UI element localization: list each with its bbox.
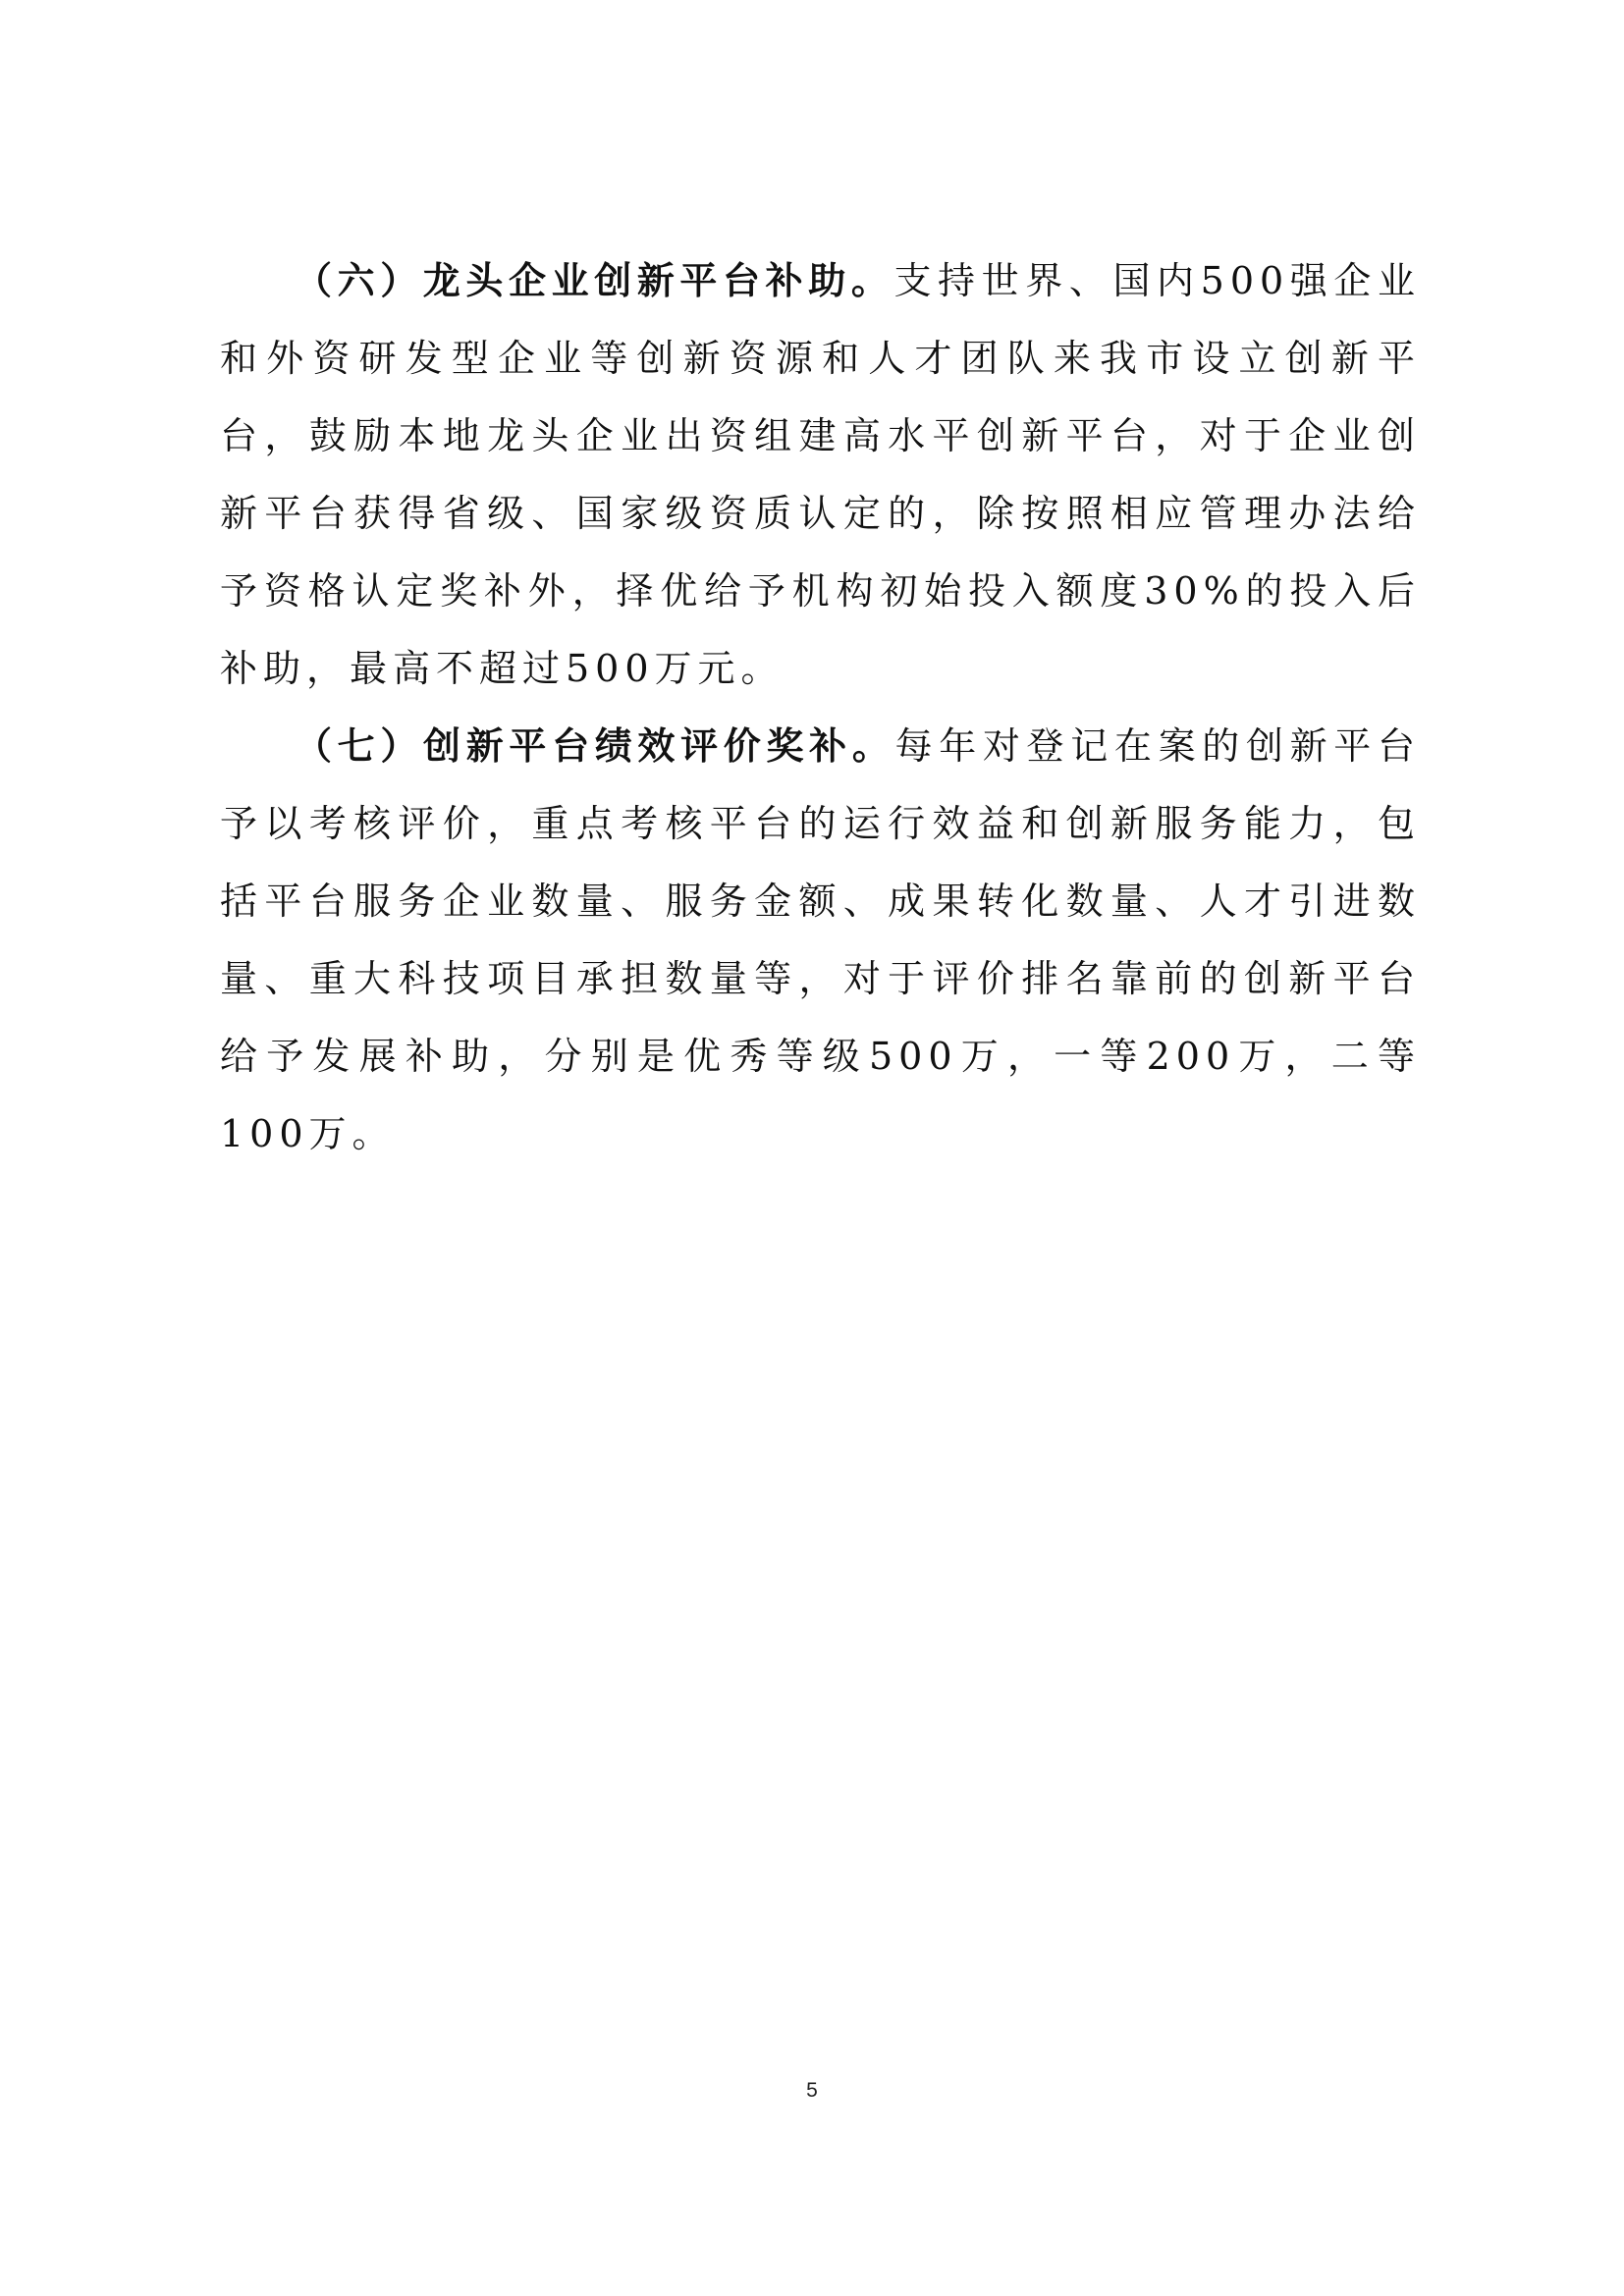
paragraph-platform-subsidy	[220, 242, 1421, 708]
page-number: 5	[806, 2079, 818, 2102]
paragraph-heading: （七）创新平台绩效评价奖补。	[295, 724, 895, 768]
document-body	[220, 242, 1421, 1173]
paragraph-performance-reward	[220, 708, 1421, 1173]
paragraph-text: 支持世界、国内500强企业和外资研发型企业等创新资源和人才团队来我市设立创新平台，鼓励本地龙头企业出资组建高水平创新平台，对于企业创新平台获得省级、国家级资质认定的，除按照相应管理办法给予资格认定奖补外，择优给予机构初始投入额度30%的投入后补助，最高不超过500万元。	[220, 259, 1421, 690]
paragraph-heading: （六）龙头企业创新平台补助。	[295, 259, 894, 302]
paragraph-text: 每年对登记在案的创新平台予以考核评价，重点考核平台的运行效益和创新服务能力，包括平台服务企业数量、服务金额、成果转化数量、人才引进数量、重大科技项目承担数量等，对于评价排名靠前的创新平台给予发展补助，分别是优秀等级500万，一等200万，二等100万。	[220, 724, 1421, 1155]
